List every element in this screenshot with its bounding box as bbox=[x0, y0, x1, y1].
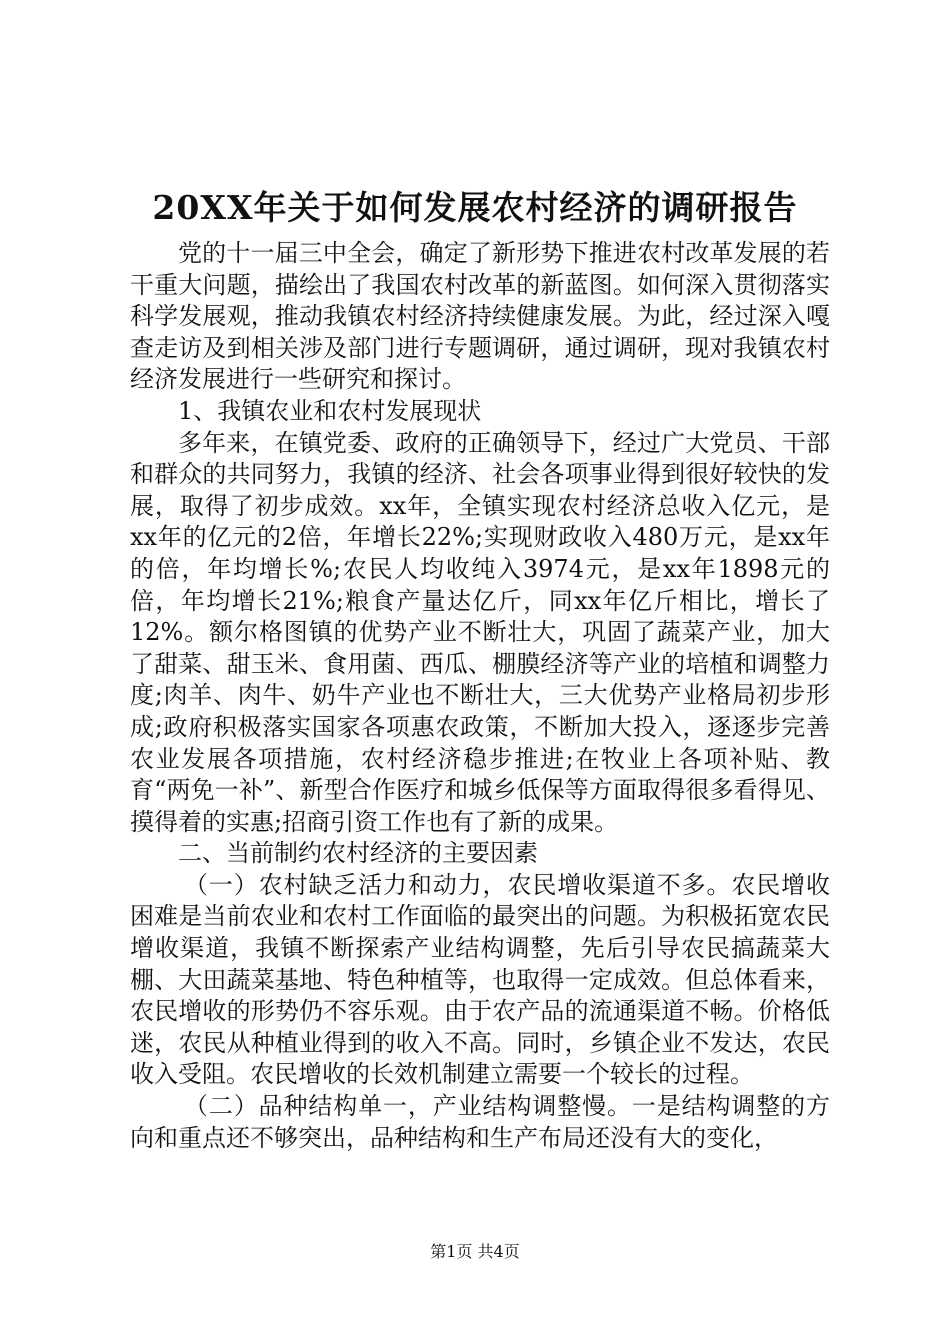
section-heading-2: 二、当前制约农村经济的主要因素 bbox=[178, 839, 538, 868]
document-title: 20XX年关于如何发展农村经济的调研报告 bbox=[152, 188, 798, 227]
paragraph-intro: 党的十一届三中全会，确定了新形势下推进农村改革发展的若干重大问题，描绘出了我国农村改革的新蓝图。如何深入贯彻落实科学发展观，推动我镇农村经济持续健康发展。为此，经过深入嘎查走访及到相关涉及部门进行专题调研，通过调研，现对我镇农村经济发展进行一些研究和探讨。 bbox=[130, 239, 830, 394]
document-body bbox=[130, 238, 830, 1154]
page-number-footer: 第1页 共4页 bbox=[430, 1242, 520, 1261]
paragraph-factor-2: （二）品种结构单一，产业结构调整慢。一是结构调整的方向和重点还不够突出，品种结构和生产布局还没有大的变化， bbox=[130, 1092, 830, 1152]
paragraph-factor-1: （一）农村缺乏活力和动力，农民增收渠道不多。农民增收困难是当前农业和农村工作面临的最突出的问题。为积极拓宽农民增收渠道，我镇不断探索产业结构调整，先后引导农民搞蔬菜大棚、大田蔬菜基地、特色种植等，也取得一定成效。但总体看来，农民增收的形势仍不容乐观。由于农产品的流通渠道不畅。价格低迷，农民从种植业得到的收入不高。同时，乡镇企业不发达，农民收入受阻。农民增收的长效机制建立需要一个较长的过程。 bbox=[130, 870, 830, 1089]
section-heading-1: 1、我镇农业和农村发展现状 bbox=[178, 396, 482, 425]
paragraph-status: 多年来，在镇党委、政府的正确领导下，经过广大党员、干部和群众的共同努力，我镇的经济、社会各项事业得到很好较快的发展，取得了初步成效。xx年，全镇实现农村经济总收入亿元，是xx年的亿元的2倍，年增长22%;实现财政收入480万元，是xx年的倍，年均增长%;农民人均收纯入3974元，是xx年1898元的倍，年均增长21%;粮食产量达亿斤，同xx年亿斤相比，增长了12%。额尔格图镇的优势产业不断壮大，巩固了蔬菜产业，加大了甜菜、甜玉米、食用菌、西瓜、棚膜经济等产业的培植和调整力度;肉羊、肉牛、奶牛产业也不断壮大，三大优势产业格局初步形成;政府积极落实国家各项惠农政策，不断加大投入，逐逐步完善农业发展各项措施，农村经济稳步推进;在牧业上各项补贴、教育“两免一补”、新型合作医疗和城乡低保等方面取得很多看得见、摸得着的实惠;招商引资工作也有了新的成果。 bbox=[130, 428, 830, 836]
